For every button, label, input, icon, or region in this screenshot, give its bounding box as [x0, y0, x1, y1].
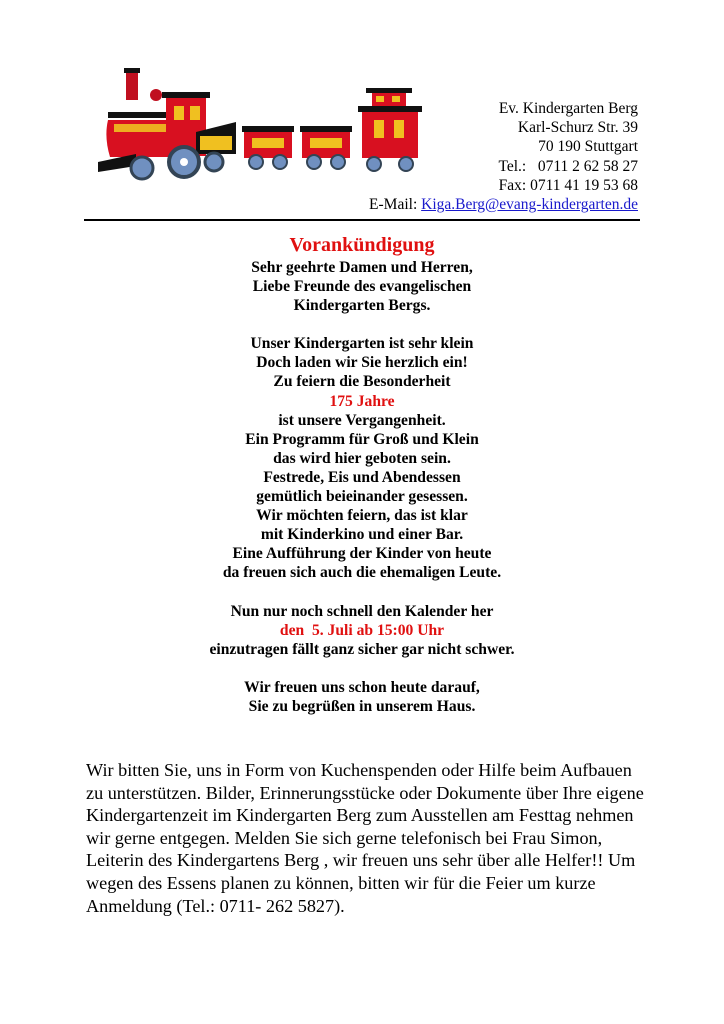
greeting-line: Kindergarten Bergs.	[293, 297, 431, 315]
announcement-heading: Vorankündigung	[289, 234, 435, 256]
calendar-after-line: einzutragen fällt ganz sicher gar nicht schwer.	[209, 640, 515, 658]
event-date: den 5. Juli ab 15:00 Uhr	[279, 621, 445, 639]
poem-line: mit Kinderkino und einer Bar.	[260, 526, 464, 544]
email-label: E-Mail:	[369, 196, 422, 214]
closing-line: Wir freuen uns schon heute darauf,	[244, 678, 480, 696]
years-highlight: 175 Jahre	[329, 392, 395, 410]
poem-line: Festrede, Eis und Abendessen	[263, 468, 461, 486]
poem-line: Eine Aufführung der Kinder von heute	[232, 545, 492, 563]
poem-line: gemütlich beieinander gesessen.	[256, 488, 468, 506]
email-link[interactable]: Kiga.Berg@evang-kindergarten.de	[421, 196, 638, 214]
address-block	[369, 99, 638, 214]
poem-line: Doch laden wir Sie herzlich ein!	[256, 354, 468, 372]
poem-line: Unser Kindergarten ist sehr klein	[250, 335, 474, 353]
poem-line: Zu feiern die Besonderheit	[273, 373, 451, 391]
greeting-line: Liebe Freunde des evangelischen	[252, 278, 472, 296]
phone: Tel.: 0711 2 62 58 27	[498, 157, 638, 175]
help-request-paragraph: Wir bitten Sie, uns in Form von Kuchenspenden oder Hilfe beim Aufbauen zu unterstützen. Bilder, Erinnerungsstücke oder Dokumente über Ihre eigene Kindergartenzeit im Kindergarten Berg zum Ausstellen am Festtag nehmen wir gerne entgegen. Melden Sie sich gerne telefonisch bei Frau Simon, Leiterin des Kindergartens Berg , wir freuen uns sehr über alle Helfer!! Um wegen des Essens planen zu können, bitten wir für die Feier um kurze Anmeldung (Tel.: 0711- 262 5827).	[86, 760, 644, 916]
poem-line: ist unsere Vergangenheit.	[278, 411, 446, 429]
calendar-line: Nun nur noch schnell den Kalender her	[230, 602, 494, 620]
fax: Fax: 0711 41 19 53 68	[498, 176, 638, 194]
city: 70 190 Stuttgart	[538, 138, 638, 156]
email-row	[369, 195, 638, 214]
announcement	[84, 233, 640, 716]
poem-line: Ein Programm für Groß und Klein	[245, 430, 479, 448]
street: Karl-Schurz Str. 39	[517, 119, 638, 137]
poem-line: das wird hier geboten sein.	[273, 449, 451, 467]
greeting-line: Sehr geehrte Damen und Herren,	[251, 259, 473, 276]
closing-line: Sie zu begrüßen in unserem Haus.	[248, 697, 476, 715]
header-divider	[84, 219, 640, 221]
poem-line: da freuen sich auch die ehemaligen Leute.	[222, 564, 502, 582]
org-name: Ev. Kindergarten Berg	[498, 100, 638, 117]
poem-line: Wir möchten feiern, das ist klar	[256, 507, 468, 525]
